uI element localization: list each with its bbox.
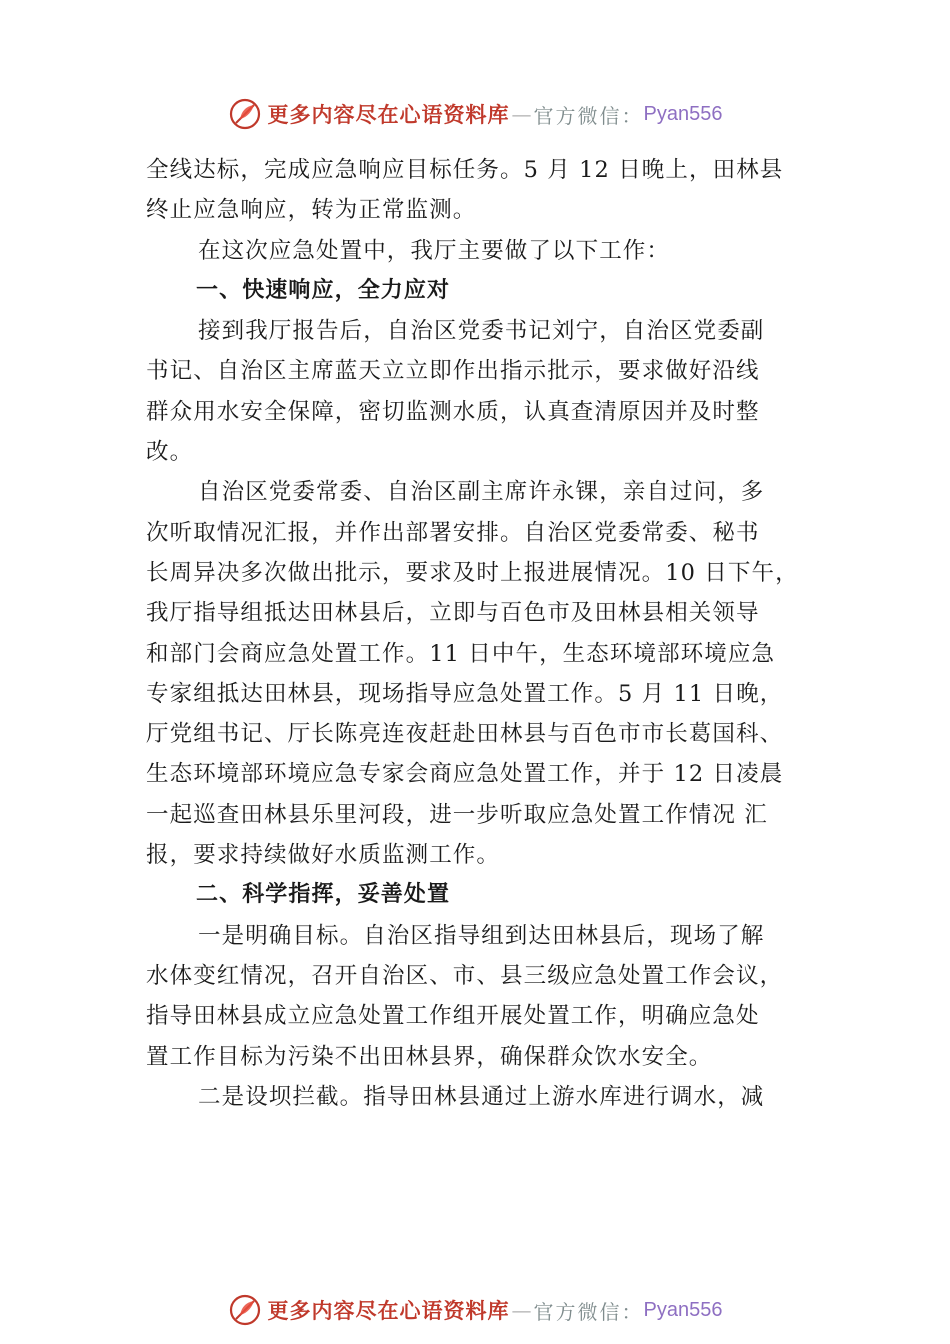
banner-brand: 更多内容尽在心语资料库 [267,1299,510,1323]
header-banner [0,94,950,134]
paragraph-line: 生态环境部环境应急专家会商应急处置工作，并于 12 日凌晨 [146,761,784,788]
paragraph-line: 一起巡查田林县乐里河段，进一步听取应急处置工作情况 汇 [146,801,768,828]
banner-official: 官方微信： [533,1299,644,1324]
feather-logo-icon [228,97,262,131]
paragraph-line: 自治区党委常委、自治区副主席许永锞，亲自过问，多 [198,479,765,506]
paragraph-line: 在这次应急处置中，我厅主要做了以下工作： [198,237,671,264]
paragraph-line: 我厅指导组抵达田林县后，立即与百色市及田林县相关领导 [146,600,760,627]
paragraph-line: 群众用水安全保障，密切监测水质，认真查清原因并及时整 [146,398,760,425]
document-body [146,150,836,1117]
paragraph-line: 长周异决多次做出批示，要求及时上报进展情况。10 日下午， [146,559,799,586]
banner-brand: 更多内容尽在心语资料库 [267,103,510,127]
paragraph-line: 全线达标，完成应急响应目标任务。5 月 12 日晚上，田林县 [146,157,784,183]
paragraph-line: 接到我厅报告后，自治区党委书记刘宁，自治区党委副 [198,318,765,345]
banner-wechat-id: Pyan556 [643,1298,723,1321]
paragraph-line: 二是设坝拦截。指导田林县通过上游水库进行调水，减 [198,1083,765,1110]
paragraph-line: 指导田林县成立应急处置工作组开展处置工作，明确应急处 [146,1003,760,1030]
banner-dash: — [511,1298,532,1322]
paragraph-line: 置工作目标为污染不出田林县界，确保群众饮水安全。 [146,1043,713,1070]
paragraph-line: 和部门会商应急处置工作。11 日中午，生态环境部环境应急 [146,640,776,667]
paragraph-line: 厅党组书记、厅长陈亮连夜赶赴田林县与百色市市长葛国科、 [146,721,784,748]
paragraph-line: 书记、自治区主席蓝天立立即作出指示批示，要求做好沿线 [146,358,760,385]
footer-banner [0,1290,950,1330]
paragraph-line: 一是明确目标。自治区指导组到达田林县后，现场了解 [198,922,765,949]
feather-logo-icon [228,1293,262,1327]
paragraph-line: 终止应急响应，转为正常监测。 [146,197,477,224]
paragraph-line: 改。 [146,439,194,466]
paragraph-line: 次听取情况汇报，并作出部署安排。自治区党委常委、秘书 [146,519,760,546]
paragraph-line: 水体变红情况，召开自治区、市、县三级应急处置工作会议， [146,962,784,989]
section-heading: 二、科学指挥，妥善处置 [196,882,451,908]
paragraph-line: 报，要求持续做好水质监测工作。 [146,842,501,869]
section-heading: 一、快速响应，全力应对 [196,277,451,303]
banner-wechat-id: Pyan556 [643,102,723,125]
paragraph-line: 专家组抵达田林县，现场指导应急处置工作。5 月 11 日晚， [146,680,784,707]
banner-dash: — [511,102,532,126]
banner-official: 官方微信： [533,103,644,128]
